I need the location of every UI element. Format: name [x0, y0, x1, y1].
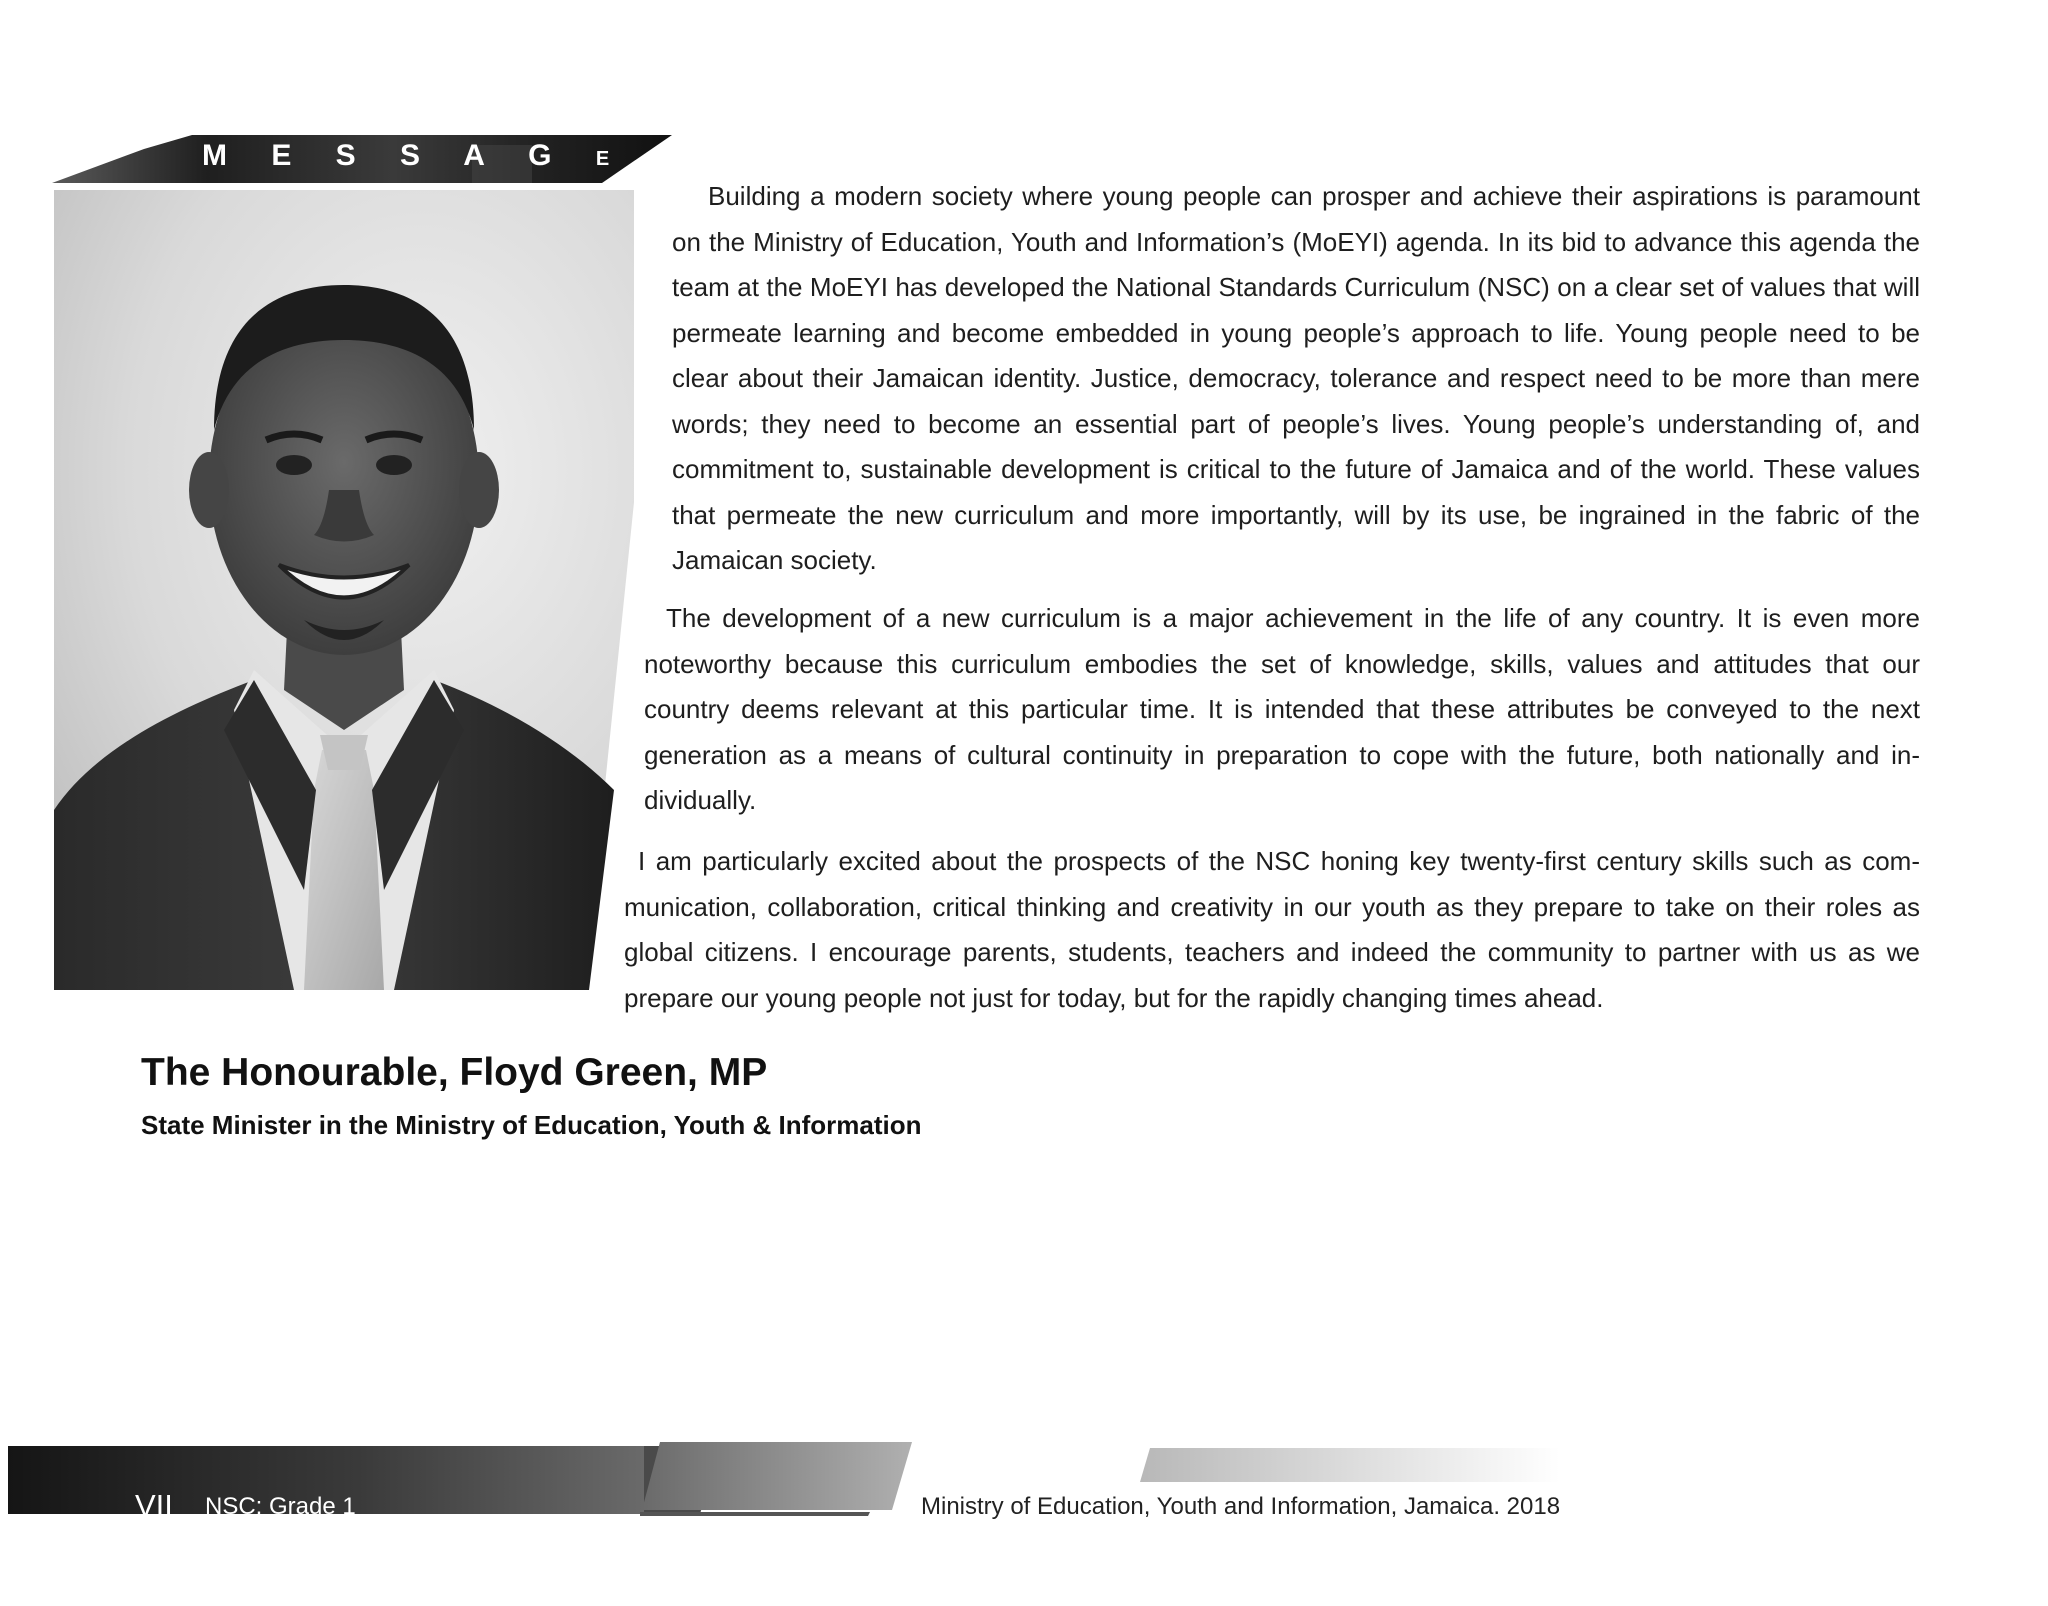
banner-label-end: E — [595, 148, 610, 170]
banner-label — [202, 139, 609, 173]
banner-label-main: M E S S A G — [202, 139, 570, 172]
page-number: VII — [135, 1488, 173, 1523]
portrait-photo — [54, 190, 634, 990]
message-paragraph-2 — [644, 596, 1920, 824]
document-grade: NSC: Grade 1 — [205, 1493, 356, 1520]
message-paragraph-1-text: Building a modern society where young people can prosper and achieve their aspirations is paramount on the Ministry of Education, Youth and Information’s (MoEYI) agenda. In its bid to advance this agenda the team at the MoEYI has developed the National Standards Curriculum (NSC) on a clear set of values that will permeate learning and become embedded in young people’s approach to life. Young people need to be clear about their Jamaican identity. Justice, democracy, tolerance and respect need to be more than mere words; they need to become an essential part of people’s lives. Young people’s understanding of, and commitment to, sustainable development is critical to the future of Jamaica and of the world. These values that permeate the new curriculum and more importantly, will by its use, be ingrained in the fabric of the Jamaican society. — [672, 181, 1920, 575]
portrait-image — [54, 190, 634, 990]
publisher-line: Ministry of Education, Youth and Information, Jamaica. 2018 — [921, 1493, 1561, 1520]
signatory-name: The Honourable, Floyd Green, MP — [141, 1051, 768, 1094]
message-paragraph-3-text: I am particularly excited about the prospects of the NSC honing key twenty-first century skills such as com-munication, collaboration, critical thinking and creativity in our youth as they prepare to take on their roles as global citizens. I encourage parents, students, teachers and indeed the community to partner with us as we prepare our young people not just for today, but for the rapidly changing times ahead. — [624, 846, 1920, 1013]
signatory-title: State Minister in the Ministry of Education, Youth & Information — [141, 1110, 922, 1140]
message-paragraph-3 — [624, 839, 1920, 1021]
message-banner — [52, 135, 672, 183]
message-paragraph-1 — [672, 174, 1920, 584]
message-paragraph-2-text: The development of a new curriculum is a major achievement in the life of any country. It is even more noteworthy because this curriculum embodies the set of knowledge, skills, values and attitudes that our country deems relevant at this particular time. It is intended that these attributes be conveyed to the next generation as a means of cultural continuity in preparation to cope with the future, both nationally and in-dividually. — [644, 603, 1920, 815]
